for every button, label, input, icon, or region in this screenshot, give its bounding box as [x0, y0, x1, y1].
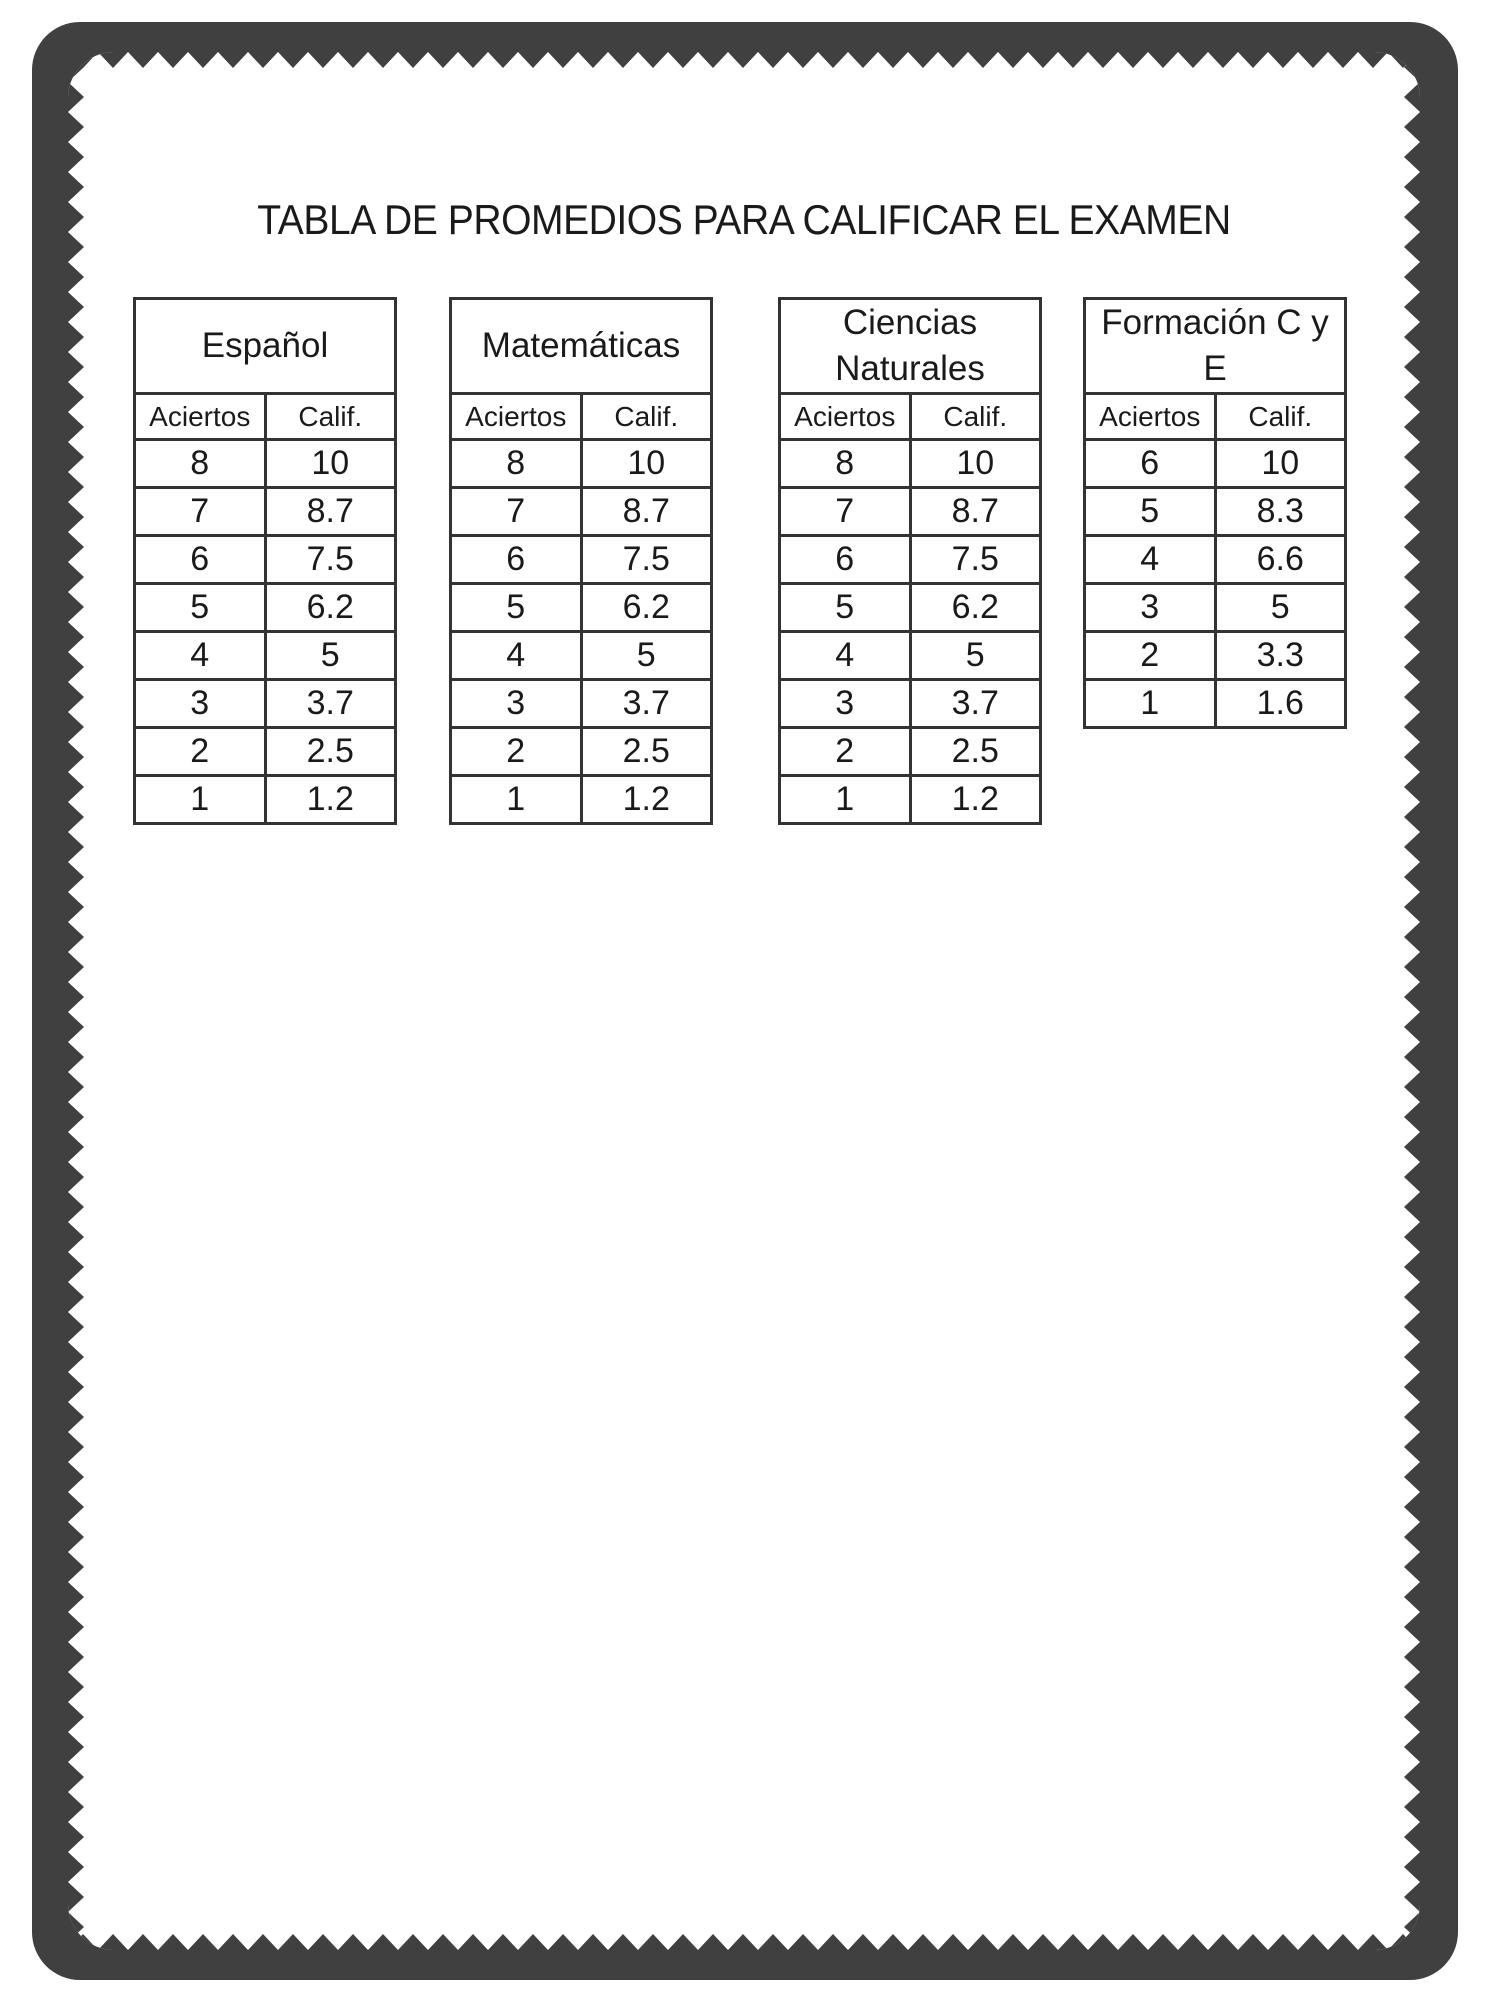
aciertos-cell: 3 — [780, 680, 911, 728]
calif-cell: 3.7 — [910, 680, 1041, 728]
calif-cell: 8.7 — [581, 488, 712, 536]
table-row — [780, 536, 1041, 584]
table-row — [780, 632, 1041, 680]
column-header-aciertos: Aciertos — [135, 394, 266, 440]
calif-cell: 1.6 — [1215, 680, 1346, 728]
calif-cell: 1.2 — [265, 776, 396, 824]
column-header-calif: Calif. — [265, 394, 396, 440]
aciertos-cell: 2 — [780, 728, 911, 776]
column-header-calif: Calif. — [910, 394, 1041, 440]
calif-cell: 1.2 — [581, 776, 712, 824]
table-row — [780, 584, 1041, 632]
aciertos-cell: 8 — [451, 440, 582, 488]
column-header-calif: Calif. — [581, 394, 712, 440]
aciertos-cell: 4 — [135, 632, 266, 680]
subject-title: Español — [135, 299, 396, 394]
aciertos-cell: 3 — [451, 680, 582, 728]
aciertos-cell: 7 — [135, 488, 266, 536]
calif-cell: 8.7 — [265, 488, 396, 536]
aciertos-cell: 1 — [451, 776, 582, 824]
calif-cell: 8.7 — [910, 488, 1041, 536]
page-title: TABLA DE PROMEDIOS PARA CALIFICAR EL EXAMEN — [257, 196, 1231, 243]
aciertos-cell: 5 — [780, 584, 911, 632]
table-row — [451, 680, 712, 728]
calif-cell: 7.5 — [581, 536, 712, 584]
column-header-aciertos: Aciertos — [1085, 394, 1216, 440]
aciertos-cell: 2 — [1085, 632, 1216, 680]
table-row — [451, 632, 712, 680]
aciertos-cell: 1 — [1085, 680, 1216, 728]
table-row — [1085, 632, 1346, 680]
calif-cell: 10 — [1215, 440, 1346, 488]
aciertos-cell: 4 — [1085, 536, 1216, 584]
table-row — [451, 584, 712, 632]
table-row — [1085, 440, 1346, 488]
table-row — [451, 776, 712, 824]
aciertos-cell: 2 — [451, 728, 582, 776]
table-row — [1085, 584, 1346, 632]
aciertos-cell: 8 — [135, 440, 266, 488]
calif-cell: 3.7 — [265, 680, 396, 728]
aciertos-cell: 4 — [451, 632, 582, 680]
calif-cell: 7.5 — [910, 536, 1041, 584]
aciertos-cell: 3 — [135, 680, 266, 728]
table-espanol — [133, 297, 397, 825]
aciertos-cell: 1 — [135, 776, 266, 824]
aciertos-cell: 8 — [780, 440, 911, 488]
calif-cell: 2.5 — [910, 728, 1041, 776]
calif-cell: 10 — [910, 440, 1041, 488]
calif-cell: 2.5 — [581, 728, 712, 776]
table-row — [135, 680, 396, 728]
table-row — [780, 776, 1041, 824]
calif-cell: 6.2 — [581, 584, 712, 632]
table-matematicas — [449, 297, 713, 825]
table-row — [135, 728, 396, 776]
aciertos-cell: 7 — [451, 488, 582, 536]
aciertos-cell: 6 — [451, 536, 582, 584]
table-row — [451, 488, 712, 536]
calif-cell: 10 — [265, 440, 396, 488]
aciertos-cell: 2 — [135, 728, 266, 776]
aciertos-cell: 4 — [780, 632, 911, 680]
table-row — [1085, 680, 1346, 728]
subject-title: Ciencias Naturales — [780, 299, 1041, 394]
aciertos-cell: 3 — [1085, 584, 1216, 632]
table-row — [780, 440, 1041, 488]
table-row — [451, 440, 712, 488]
aciertos-cell: 7 — [780, 488, 911, 536]
calif-cell: 5 — [581, 632, 712, 680]
calif-cell: 6.6 — [1215, 536, 1346, 584]
calif-cell: 2.5 — [265, 728, 396, 776]
table-row — [780, 728, 1041, 776]
calif-cell: 3.3 — [1215, 632, 1346, 680]
table-formacion-cye — [1083, 297, 1347, 729]
calif-cell: 1.2 — [910, 776, 1041, 824]
aciertos-cell: 6 — [780, 536, 911, 584]
subject-title: Matemáticas — [451, 299, 712, 394]
aciertos-cell: 6 — [135, 536, 266, 584]
table-row — [1085, 536, 1346, 584]
calif-cell: 10 — [581, 440, 712, 488]
table-row — [135, 584, 396, 632]
calif-cell: 6.2 — [265, 584, 396, 632]
table-row — [451, 536, 712, 584]
table-ciencias-naturales — [778, 297, 1042, 825]
aciertos-cell: 5 — [1085, 488, 1216, 536]
calif-cell: 3.7 — [581, 680, 712, 728]
column-header-calif: Calif. — [1215, 394, 1346, 440]
table-row — [135, 776, 396, 824]
table-row — [1085, 488, 1346, 536]
aciertos-cell: 5 — [451, 584, 582, 632]
calif-cell: 6.2 — [910, 584, 1041, 632]
table-row — [135, 632, 396, 680]
aciertos-cell: 6 — [1085, 440, 1216, 488]
column-header-aciertos: Aciertos — [780, 394, 911, 440]
calif-cell: 5 — [910, 632, 1041, 680]
calif-cell: 8.3 — [1215, 488, 1346, 536]
column-header-aciertos: Aciertos — [451, 394, 582, 440]
table-row — [780, 680, 1041, 728]
subject-title: Formación C y E — [1085, 299, 1346, 394]
table-row — [135, 536, 396, 584]
table-row — [451, 728, 712, 776]
calif-cell: 5 — [265, 632, 396, 680]
aciertos-cell: 5 — [135, 584, 266, 632]
table-row — [135, 488, 396, 536]
table-row — [135, 440, 396, 488]
calif-cell: 7.5 — [265, 536, 396, 584]
table-row — [780, 488, 1041, 536]
calif-cell: 5 — [1215, 584, 1346, 632]
aciertos-cell: 1 — [780, 776, 911, 824]
